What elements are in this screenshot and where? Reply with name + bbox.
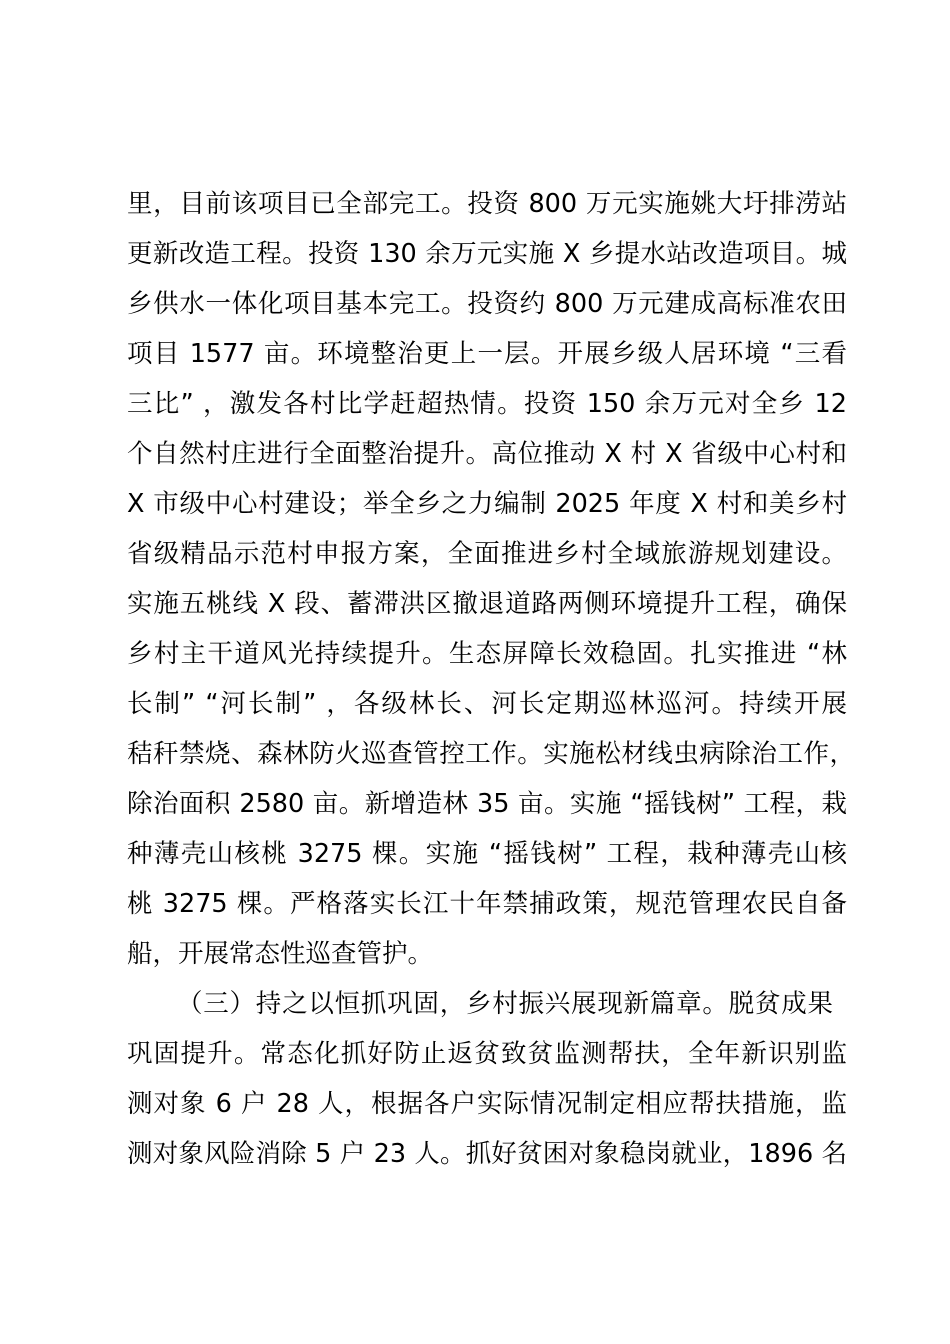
body-text-line: 三比” ，激发各村比学赶超热情。投资 150 余万元对全乡 12 (127, 389, 847, 419)
body-text-line: 种薄壳山核桃 3275 棵。实施 “摇钱树” 工程，栽种薄壳山核 (127, 839, 847, 869)
body-text-line: 项目 1577 亩。环境整治更上一层。开展乡级人居环境 “三看 (127, 339, 847, 369)
body-text-line: 更新改造工程。投资 130 余万元实施 X 乡提水站改造项目。城 (127, 239, 847, 269)
body-text-line: 秸秆禁烧、森林防火巡查管控工作。实施松材线虫病除治工作， (127, 739, 855, 769)
body-text-line: X 市级中心村建设；举全乡之力编制 2025 年度 X 村和美乡村 (127, 489, 847, 519)
body-text-line: 船，开展常态性巡查管护。 (127, 939, 434, 969)
body-text-line: 省级精品示范村申报方案，全面推进乡村全域旅游规划建设。 (127, 539, 847, 569)
body-text-line: 除治面积 2580 亩。新增造林 35 亩。实施 “摇钱树” 工程，栽 (127, 789, 847, 819)
body-text-line: 实施五桃线 X 段、蓄滞洪区撤退道路两侧环境提升工程，确保 (127, 589, 847, 619)
body-text-line: 巩固提升。常态化抓好防止返贫致贫监测帮扶，全年新识别监 (127, 1039, 847, 1069)
section-heading-line: （三）持之以恒抓巩固，乡村振兴展现新篇章。脱贫成果 (177, 989, 833, 1019)
body-text-line: 测对象 6 户 28 人，根据各户实际情况制定相应帮扶措施，监 (127, 1089, 847, 1119)
body-text-line: 乡村主干道风光持续提升。生态屏障长效稳固。扎实推进 “林 (127, 639, 847, 669)
body-text-line: 乡供水一体化项目基本完工。投资约 800 万元建成高标准农田 (127, 289, 847, 319)
body-text-line: 桃 3275 棵。严格落实长江十年禁捕政策，规范管理农民自备 (127, 889, 847, 919)
body-text-line: 个自然村庄进行全面整治提升。高位推动 X 村 X 省级中心村和 (127, 439, 847, 469)
body-text-line: 长制” “河长制” ，各级林长、河长定期巡林巡河。持续开展 (127, 689, 847, 719)
body-text-line: 里，目前该项目已全部完工。投资 800 万元实施姚大圩排涝站 (127, 189, 847, 219)
body-text-line: 测对象风险消除 5 户 23 人。抓好贫困对象稳岗就业，1896 名 (127, 1139, 847, 1169)
